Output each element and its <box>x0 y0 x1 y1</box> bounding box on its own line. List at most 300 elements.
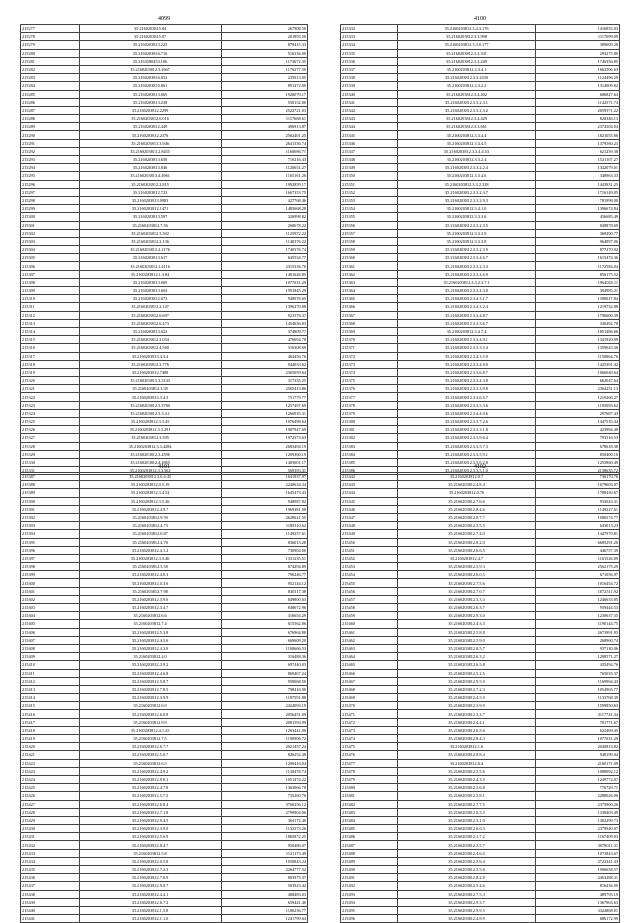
value-cell: 1173672.35 <box>221 57 307 65</box>
table-row <box>21 65 308 73</box>
table-row <box>21 604 308 612</box>
value-cell: 489793.19 <box>536 890 620 898</box>
row-id-cell: 215483 <box>341 808 398 816</box>
table-row <box>341 677 620 685</box>
row-id-cell: 215432 <box>21 841 80 849</box>
table-row <box>341 513 620 521</box>
table-row <box>341 434 620 442</box>
row-id-cell: 215474 <box>341 735 398 743</box>
value-cell: 1190144.75 <box>536 620 620 628</box>
location-code-cell: 35.2160203812.5.4.6 <box>397 882 535 890</box>
value-cell: 1133768.39 <box>536 694 620 702</box>
row-id-cell: 215367 <box>341 311 398 319</box>
location-code-cell: 35.2160203812.4.9.7 <box>79 505 221 513</box>
row-id-cell: 215403 <box>21 604 80 612</box>
row-id-cell: 215344 <box>341 123 398 131</box>
table-row <box>21 505 308 513</box>
row-id-cell: 215489 <box>341 857 398 865</box>
value-cell: 2040813.82 <box>536 743 620 751</box>
table-row <box>21 489 308 497</box>
table-row <box>341 426 620 434</box>
location-code-cell: 35.2160203812.3.3.4.3.0 <box>397 287 535 295</box>
location-code-cell: 35.2160203812.3.9.2 <box>79 661 221 669</box>
value-cell: 878415.33 <box>221 41 307 49</box>
table-row <box>21 41 308 49</box>
row-id-cell: 215297 <box>21 188 80 196</box>
location-code-cell: 35.2160203812.4.3.5 <box>397 775 535 783</box>
table-row <box>341 418 620 426</box>
table-row <box>21 702 308 710</box>
value-cell: 297687.43 <box>536 409 620 417</box>
table-row <box>21 164 308 172</box>
location-code-cell: 35.2160203812.7.56 <box>79 221 221 229</box>
value-cell: 1130478.74 <box>221 767 307 775</box>
location-code-cell: 35.2160203816.652 <box>79 74 221 82</box>
location-code-cell: 35.2160203812.8.4.3 <box>397 735 535 743</box>
value-cell: 735260.76 <box>221 792 307 800</box>
table-row <box>21 418 308 426</box>
location-code-cell: 35.2160203812.5.8.8 <box>397 628 535 636</box>
table-row <box>341 188 620 196</box>
location-code-cell: 35.2160203815.07 <box>79 33 221 41</box>
location-code-cell: 35.2160203812.3.302 <box>79 229 221 237</box>
location-code-cell: 35.2160203812.6.5.3 <box>397 808 535 816</box>
table-row <box>341 915 620 923</box>
value-cell: 496913.87 <box>221 123 307 131</box>
location-code-cell: 35.2160203812.4.73 <box>79 522 221 530</box>
table-row <box>21 287 308 295</box>
location-code-cell: 35.2160203813.069 <box>79 278 221 286</box>
table-row <box>21 442 308 450</box>
table-row <box>21 25 308 33</box>
table-row <box>341 735 620 743</box>
location-code-cell: 35.2160203812.4.0.3 <box>79 571 221 579</box>
row-id-cell: 215342 <box>341 106 398 114</box>
location-code-cell: 35.2160203812.9.5.9 <box>397 677 535 685</box>
location-code-cell: 35.2160203812.5.7.3 <box>79 792 221 800</box>
row-id-cell: 215312 <box>21 311 80 319</box>
row-id-cell: 215288 <box>21 115 80 123</box>
location-code-cell: 35.2160203812.9.3.7 <box>397 898 535 906</box>
value-cell: 781771.67 <box>536 718 620 726</box>
location-code-cell: 35.2160203812.4.3.3 <box>397 620 535 628</box>
value-cell: 1165161.26 <box>221 172 307 180</box>
row-id-cell: 215460 <box>341 620 398 628</box>
location-code-cell: 35.2160203812.6.9 <box>79 702 221 710</box>
table-row <box>21 33 308 41</box>
value-cell: 1865872.25 <box>221 833 307 841</box>
value-cell: 671056.97 <box>536 571 620 579</box>
value-cell: 2628621.55 <box>221 513 307 521</box>
value-cell: 765035.37 <box>536 669 620 677</box>
location-code-cell: 35.2160203812.7.2.3 <box>79 866 221 874</box>
location-code-cell: 35.2160203812.449 <box>79 123 221 131</box>
location-code-cell: 35.2160203812.3.3.3.8 <box>397 237 535 245</box>
value-cell: 3078011.31 <box>536 841 620 849</box>
table-row <box>21 74 308 82</box>
table-row <box>341 669 620 677</box>
value-cell: 1341920.99 <box>536 336 620 344</box>
table-row <box>341 106 620 114</box>
location-code-cell: 35.2160203812.3.4596 <box>79 450 221 458</box>
row-id-cell: 215318 <box>21 360 80 368</box>
row-id-cell: 215465 <box>341 661 398 669</box>
value-cell: 751779.77 <box>221 393 307 401</box>
value-cell: 1338403.49 <box>536 808 620 816</box>
location-code-cell: 35.2160203812.3.3.661 <box>397 123 535 131</box>
table-row <box>21 319 308 327</box>
value-cell: 836013.28 <box>221 538 307 546</box>
value-cell: 2641336.74 <box>221 139 307 147</box>
location-code-cell: 35.2160203812.4.5.6 <box>79 636 221 644</box>
row-id-cell: 215469 <box>341 694 398 702</box>
row-id-cell: 215402 <box>21 595 80 603</box>
table-row <box>21 393 308 401</box>
value-cell: 1160086.71 <box>221 147 307 155</box>
row-id-cell: 215459 <box>341 612 398 620</box>
row-id-cell: 215371 <box>341 344 398 352</box>
table-row <box>21 229 308 237</box>
location-code-cell: 35.2160203812.3.3.331 <box>397 49 535 57</box>
row-id-cell: 215406 <box>21 628 80 636</box>
value-cell: 1591845.29 <box>221 287 307 295</box>
location-code-cell: 35.2160203812.0.76 <box>397 489 535 497</box>
table-row <box>341 229 620 237</box>
table-row <box>341 385 620 393</box>
value-cell: 1150864.76 <box>536 352 620 360</box>
row-id-cell: 215472 <box>341 718 398 726</box>
value-cell: 6685291.26 <box>536 538 620 546</box>
table-row <box>21 571 308 579</box>
row-id-cell: 215445 <box>341 497 398 505</box>
row-id-cell: 215442 <box>341 473 398 481</box>
row-id-cell: 215361 <box>341 262 398 270</box>
location-code-cell: 35.2160203812.3.3.5.1.0 <box>397 467 535 475</box>
value-cell: 1443931.25 <box>536 180 620 188</box>
value-cell: 856175.52 <box>536 270 620 278</box>
location-code-cell: 35.2160203812.3.3.4.4 <box>397 131 535 139</box>
table-row <box>21 481 308 489</box>
value-cell: 686172.99 <box>536 915 620 923</box>
table-row <box>21 906 308 914</box>
location-code-cell: 35.2160203812.3.4.7.4 <box>397 327 535 335</box>
value-cell: 697440.03 <box>221 661 307 669</box>
row-id-cell: 215304 <box>21 246 80 254</box>
row-id-cell: 215480 <box>341 784 398 792</box>
location-code-cell: 35.2160203812.5.3.3 <box>397 595 535 603</box>
row-id-cell: 215364 <box>341 287 398 295</box>
table-row <box>341 164 620 172</box>
location-code-cell: 35.2160203812.5.6.4 <box>397 857 535 865</box>
row-id-cell: 215395 <box>21 538 80 546</box>
value-cell: 1167409.03 <box>536 833 620 841</box>
row-id-cell: 215382 <box>341 434 398 442</box>
table-row <box>341 352 620 360</box>
location-code-cell: 35.2160203812.5.8.1 <box>397 792 535 800</box>
row-id-cell: 215435 <box>21 866 80 874</box>
value-cell: 1176277.50 <box>221 65 307 73</box>
row-id-cell: 215336 <box>341 57 398 65</box>
value-cell: 503923.42 <box>221 882 307 890</box>
row-id-cell: 215327 <box>21 434 80 442</box>
location-code-cell: 35.2160203812.2.147 <box>79 303 221 311</box>
value-cell: 2059571.22 <box>536 106 620 114</box>
location-code-cell: 35.2160203815.84 <box>79 25 221 33</box>
value-cell: 1615474.36 <box>536 254 620 262</box>
table-row <box>21 759 308 767</box>
value-cell: 1662506.63 <box>536 65 620 73</box>
location-code-cell: 35.2160203812.2376 <box>79 131 221 139</box>
value-cell: 1447970.81 <box>536 530 620 538</box>
value-cell: 1140376.22 <box>221 237 307 245</box>
row-id-cell: 215494 <box>341 898 398 906</box>
value-cell: 803975.37 <box>221 874 307 882</box>
table-row <box>21 595 308 603</box>
value-cell: 1485668.28 <box>221 205 307 213</box>
value-cell: 948199.04 <box>536 751 620 759</box>
value-cell: 1972373.63 <box>221 434 307 442</box>
row-id-cell: 215372 <box>341 352 398 360</box>
table-row <box>341 857 620 865</box>
location-code-cell: 35.2160203812.3.4.1.0 <box>397 205 535 213</box>
value-cell: 959444.53 <box>536 604 620 612</box>
location-code-cell: 35.2160203812.3.3.4.8.7 <box>397 311 535 319</box>
value-cell: 1241799.64 <box>221 915 307 923</box>
location-code-cell: 35.2160203812.3.3.3.5.4 <box>397 344 535 352</box>
location-code-cell: 35.2160203812.673 <box>79 295 221 303</box>
location-code-cell: 35.2160203812.5.6.9 <box>79 833 221 841</box>
table-row <box>21 513 308 521</box>
row-id-cell: 215413 <box>21 685 80 693</box>
table-row <box>341 393 620 401</box>
value-cell: 1359643.30 <box>536 344 620 352</box>
row-id-cell: 215289 <box>21 123 80 131</box>
value-cell: 1928079.17 <box>221 90 307 98</box>
location-code-cell: 35.2160203812.7.8.9 <box>79 874 221 882</box>
location-code-cell: 35.2160203812.3.3.7 <box>397 710 535 718</box>
table-row <box>21 653 308 661</box>
table-row <box>341 65 620 73</box>
row-id-cell: 215291 <box>21 139 80 147</box>
value-cell: 435494.76 <box>536 661 620 669</box>
table-row <box>21 106 308 114</box>
location-code-cell: 35.2160203812.4.2865 <box>79 458 221 466</box>
value-cell: 1246633.05 <box>536 595 620 603</box>
row-id-cell: 215412 <box>21 677 80 685</box>
value-cell: 1788430.67 <box>536 489 620 497</box>
location-code-cell: 35.2160203812.8.2.0 <box>397 538 535 546</box>
value-cell: 2315336.70 <box>221 262 307 270</box>
table-row <box>21 450 308 458</box>
value-cell: 686827.64 <box>536 90 620 98</box>
location-code-cell: 35.2160203812.6.697 <box>79 311 221 319</box>
location-code-cell: 35.2160203812.3.3.2330 <box>397 74 535 82</box>
location-code-cell: 35.2160203812.9.4.5 <box>79 816 221 824</box>
value-cell: 1379560.23 <box>536 139 620 147</box>
table-row <box>21 808 308 816</box>
row-id-cell: 215404 <box>21 612 80 620</box>
value-cell: 1263441.06 <box>221 726 307 734</box>
value-cell: 1405601.17 <box>221 458 307 466</box>
row-id-cell: 215411 <box>21 669 80 677</box>
value-cell: 1051474.22 <box>221 775 307 783</box>
table-row <box>21 882 308 890</box>
value-cell: 2723341.43 <box>536 857 620 865</box>
table-row <box>341 505 620 513</box>
location-code-cell: 35.2160203812.3.4.3.176 <box>397 25 535 33</box>
location-code-cell: 35.2160203812.3.3.2.3.7.1 <box>397 278 535 286</box>
value-cell: 389609.28 <box>536 41 620 49</box>
row-id-cell: 215348 <box>341 156 398 164</box>
value-cell: 408483.03 <box>221 890 307 898</box>
table-row <box>21 336 308 344</box>
row-id-cell: 215316 <box>21 344 80 352</box>
table-row <box>341 377 620 385</box>
row-id-cell: 215377 <box>341 393 398 401</box>
table-row <box>341 612 620 620</box>
value-cell: 674294.89 <box>221 563 307 571</box>
table-row <box>21 890 308 898</box>
row-id-cell: 215418 <box>21 726 80 734</box>
table-row <box>21 751 308 759</box>
value-cell: 1077631.29 <box>536 735 620 743</box>
value-cell: 1266935.31 <box>221 409 307 417</box>
row-id-cell: 215389 <box>21 489 80 497</box>
row-id-cell: 215317 <box>21 352 80 360</box>
location-code-cell: 35.2160203812.9.0.7 <box>79 882 221 890</box>
row-id-cell: 215322 <box>21 393 80 401</box>
table-row <box>21 180 308 188</box>
location-code-cell: 35.2160203812.3.3.249 <box>397 57 535 65</box>
row-id-cell: 215300 <box>21 213 80 221</box>
table-row <box>341 115 620 123</box>
location-code-cell: 35.2160203812.9.9.5 <box>397 906 535 914</box>
table-row <box>341 481 620 489</box>
table-row <box>341 849 620 857</box>
value-cell: 1401626.85 <box>221 270 307 278</box>
row-id-cell: 215290 <box>21 131 80 139</box>
value-cell: 643013.23 <box>536 522 620 530</box>
value-cell: 423984.48 <box>536 426 620 434</box>
row-id-cell: 215425 <box>21 784 80 792</box>
row-id-cell: 215492 <box>341 882 398 890</box>
location-code-cell: 35.2160203812.5.0.7 <box>79 751 221 759</box>
table-row <box>21 579 308 587</box>
value-cell: 1746356.85 <box>536 57 620 65</box>
location-code-cell: 35.2160203813.238 <box>79 98 221 106</box>
row-id-cell: 215434 <box>21 857 80 865</box>
row-id-cell: 215370 <box>341 336 398 344</box>
table-row <box>341 743 620 751</box>
row-id-cell: 215355 <box>341 213 398 221</box>
location-code-cell: 35.2160203812.3.3.291 <box>79 426 221 434</box>
value-cell: 1255860.49 <box>536 458 620 466</box>
row-id-cell: 215302 <box>21 229 80 237</box>
value-cell: 1050843.24 <box>221 857 307 865</box>
location-code-cell: 35.2160203812.9.59 <box>79 513 221 521</box>
row-id-cell: 215311 <box>21 303 80 311</box>
value-cell: 736170.76 <box>536 473 620 481</box>
table-row <box>341 303 620 311</box>
row-id-cell: 215449 <box>341 530 398 538</box>
location-code-cell: 35.2160203812.4.8.4 <box>397 481 535 489</box>
value-cell: 2799904.06 <box>221 808 307 816</box>
value-cell: 964897.06 <box>536 237 620 245</box>
table-row <box>21 685 308 693</box>
location-code-cell: 35.2160203812.3.9.9 <box>397 702 535 710</box>
location-code-cell: 35.2160203812.3.3.3.1.8 <box>397 426 535 434</box>
value-cell: 348963.33 <box>536 172 620 180</box>
location-code-cell: 35.2160203812.4.7.8 <box>79 784 221 792</box>
row-id-cell: 215484 <box>341 816 398 824</box>
row-id-cell: 215477 <box>341 759 398 767</box>
location-code-cell: 35.2160203813.846 <box>79 164 221 172</box>
value-cell: 2288026.00 <box>536 792 620 800</box>
panel-title: 4101 <box>158 464 170 470</box>
value-cell: 268678.22 <box>221 221 307 229</box>
location-code-cell: 35.2160203812.3.3.3.9.8 <box>397 385 535 393</box>
location-code-cell: 35.2160203812.4.8.9 <box>397 915 535 923</box>
value-cell: 516336.00 <box>221 49 307 57</box>
location-code-cell: 35.2160203812.5.5.8 <box>397 866 535 874</box>
row-id-cell: 215369 <box>341 327 398 335</box>
value-cell: 2424093.19 <box>221 702 307 710</box>
value-cell: 1521107.27 <box>536 156 620 164</box>
location-code-cell: 35.2160203812.3.3.6.5.7 <box>397 393 535 401</box>
location-code-cell: 35.2160203812.4.3.9 <box>79 644 221 652</box>
location-code-cell: 35.2160203812.1.7.2 <box>397 833 535 841</box>
table-row <box>21 849 308 857</box>
row-id-cell: 215487 <box>341 841 398 849</box>
value-cell: 364172.40 <box>221 816 307 824</box>
location-code-cell: 35.2160203812.3.3.7.2.6 <box>397 418 535 426</box>
value-cell: 1006574.77 <box>536 513 620 521</box>
table-row <box>21 434 308 442</box>
row-id-cell: 215456 <box>341 587 398 595</box>
row-id-cell: 215338 <box>341 74 398 82</box>
panel-title: 4100 <box>474 16 486 22</box>
location-code-cell: 35.2160203812.5.9.3 <box>397 563 535 571</box>
row-id-cell: 215374 <box>341 368 398 376</box>
value-cell: 293275.80 <box>536 49 620 57</box>
row-id-cell: 215454 <box>341 571 398 579</box>
table-row <box>21 866 308 874</box>
value-cell: 1257497.69 <box>221 401 307 409</box>
value-cell: 621259.38 <box>536 147 620 155</box>
row-id-cell: 215339 <box>341 82 398 90</box>
location-code-cell: 35.2160203812.6.3.7 <box>397 604 535 612</box>
value-cell: 268960.74 <box>536 636 620 644</box>
table-row <box>341 628 620 636</box>
location-code-cell: 35.2160203812.3.3.2.2.4 <box>397 164 535 172</box>
location-code-cell: 35.2160203812.5.9.0 <box>397 636 535 644</box>
row-id-cell: 215407 <box>21 636 80 644</box>
location-code-cell: 35.2160203812.3.3.362 <box>79 467 221 475</box>
location-code-cell: 35.2160203812.3.3.2.3.9 <box>397 246 535 254</box>
row-id-cell: 215451 <box>341 546 398 554</box>
table-row <box>341 718 620 726</box>
row-id-cell: 215354 <box>341 205 398 213</box>
value-cell: 1117668.61 <box>221 115 307 123</box>
value-cell: 781998.00 <box>536 196 620 204</box>
table-row <box>341 368 620 376</box>
location-code-cell: 35.2160203813.597 <box>79 213 221 221</box>
value-cell: 948087.82 <box>221 497 307 505</box>
location-code-cell: 35.2160203812.3.3.2.9.3 <box>397 196 535 204</box>
location-code-cell: 35.2160203812.8.2.8 <box>397 874 535 882</box>
table-row <box>341 587 620 595</box>
table-row <box>21 784 308 792</box>
